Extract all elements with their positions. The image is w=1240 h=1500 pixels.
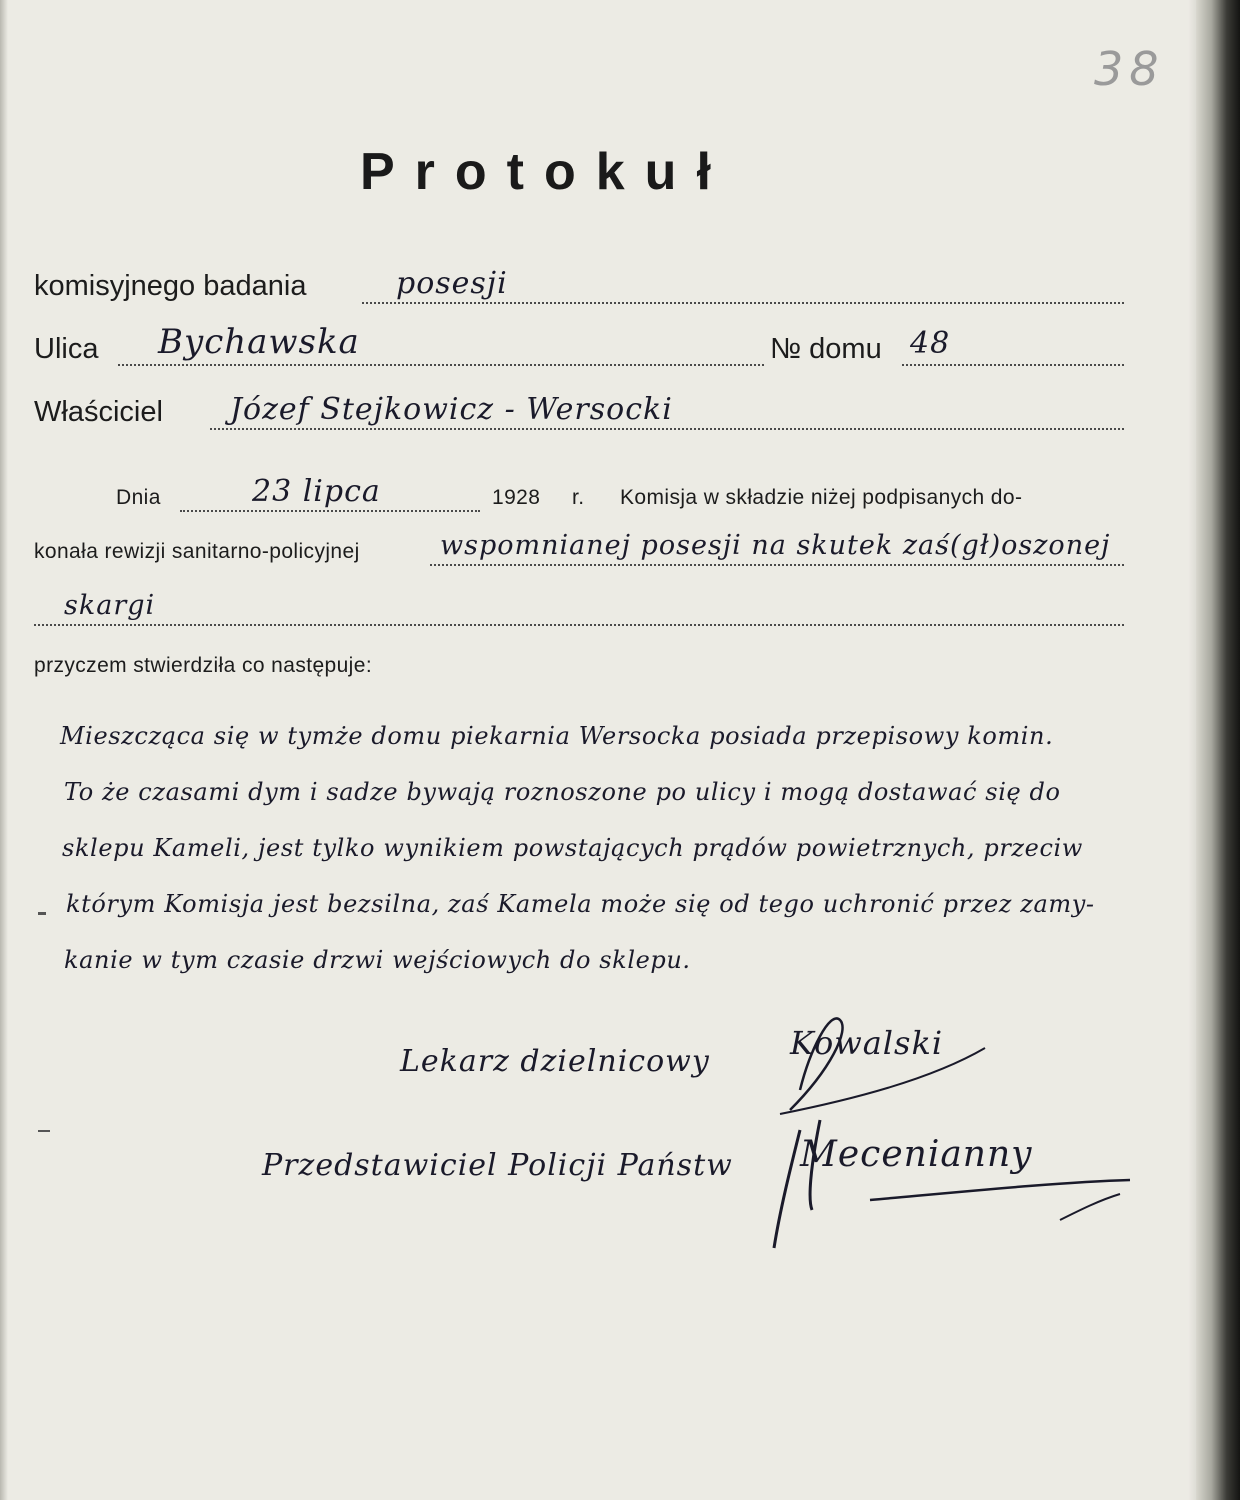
police-signature: Mecenianny <box>800 1134 1033 1175</box>
document-title: Protokuł <box>360 143 731 201</box>
day-label: Dnia <box>116 486 161 509</box>
commission-text: Komisja w składzie niżej podpisanych do- <box>620 486 1023 509</box>
finding-line-1: Mieszcząca się w tymże domu piekarnia Wersocka posiada przepisowy komin. <box>60 722 1054 750</box>
finding-line-4: którym Komisja jest bezsilna, zaś Kamela może się od tego uchronić przez zamy- <box>66 890 1095 918</box>
street-dotted-line <box>118 364 764 366</box>
house-number-value: 48 <box>910 326 951 361</box>
page-number: 38 <box>1094 42 1165 96</box>
doctor-label: Lekarz dzielnicowy <box>400 1044 710 1079</box>
house-number-dotted-line <box>902 364 1124 366</box>
examination-value: posesji <box>396 266 508 301</box>
findings-label: przyczem stwierdziła co następuje: <box>34 654 373 677</box>
page-left-edge <box>0 0 8 1500</box>
margin-mark <box>38 1130 50 1132</box>
margin-mark <box>38 912 46 915</box>
reason-line-2: skargi <box>64 590 156 621</box>
house-number-label: № domu <box>770 333 882 365</box>
owner-dotted-line <box>210 428 1124 430</box>
reason-dotted-line-1 <box>430 564 1124 566</box>
street-value: Bychawska <box>158 322 360 362</box>
police-signature-flourish <box>760 1110 1140 1260</box>
finding-line-2: To że czasami dym i sadze bywają roznoszone po ulicy i mogą dostawać się do <box>64 778 1061 806</box>
year-suffix: r. <box>572 486 585 509</box>
street-label: Ulica <box>34 333 99 365</box>
finding-line-5: kanie w tym czasie drzwi wejściowych do sklepu. <box>64 946 691 974</box>
owner-label: Właściciel <box>34 396 163 428</box>
finding-line-3: sklepu Kameli, jest tylko wynikiem powstających prądów powietrznych, przeciw <box>62 834 1083 862</box>
police-label: Przedstawiciel Policji Państw <box>262 1148 733 1183</box>
date-value: 23 lipca <box>252 474 381 509</box>
doctor-signature: Kowalski <box>790 1024 944 1062</box>
reason-line-1: wspomnianej posesji na skutek zaś(gł)oszonej <box>440 530 1111 561</box>
owner-value: Józef Stejkowicz - Wersocki <box>230 392 673 427</box>
examination-dotted-line <box>362 302 1124 304</box>
inspection-text: konała rewizji sanitarno-policyjnej <box>34 540 360 563</box>
book-binding <box>1196 0 1240 1500</box>
examination-label: komisyjnego badania <box>34 270 307 302</box>
date-dotted-line <box>180 510 480 512</box>
year: 1928 <box>492 486 541 509</box>
reason-dotted-line-2 <box>34 624 1124 626</box>
